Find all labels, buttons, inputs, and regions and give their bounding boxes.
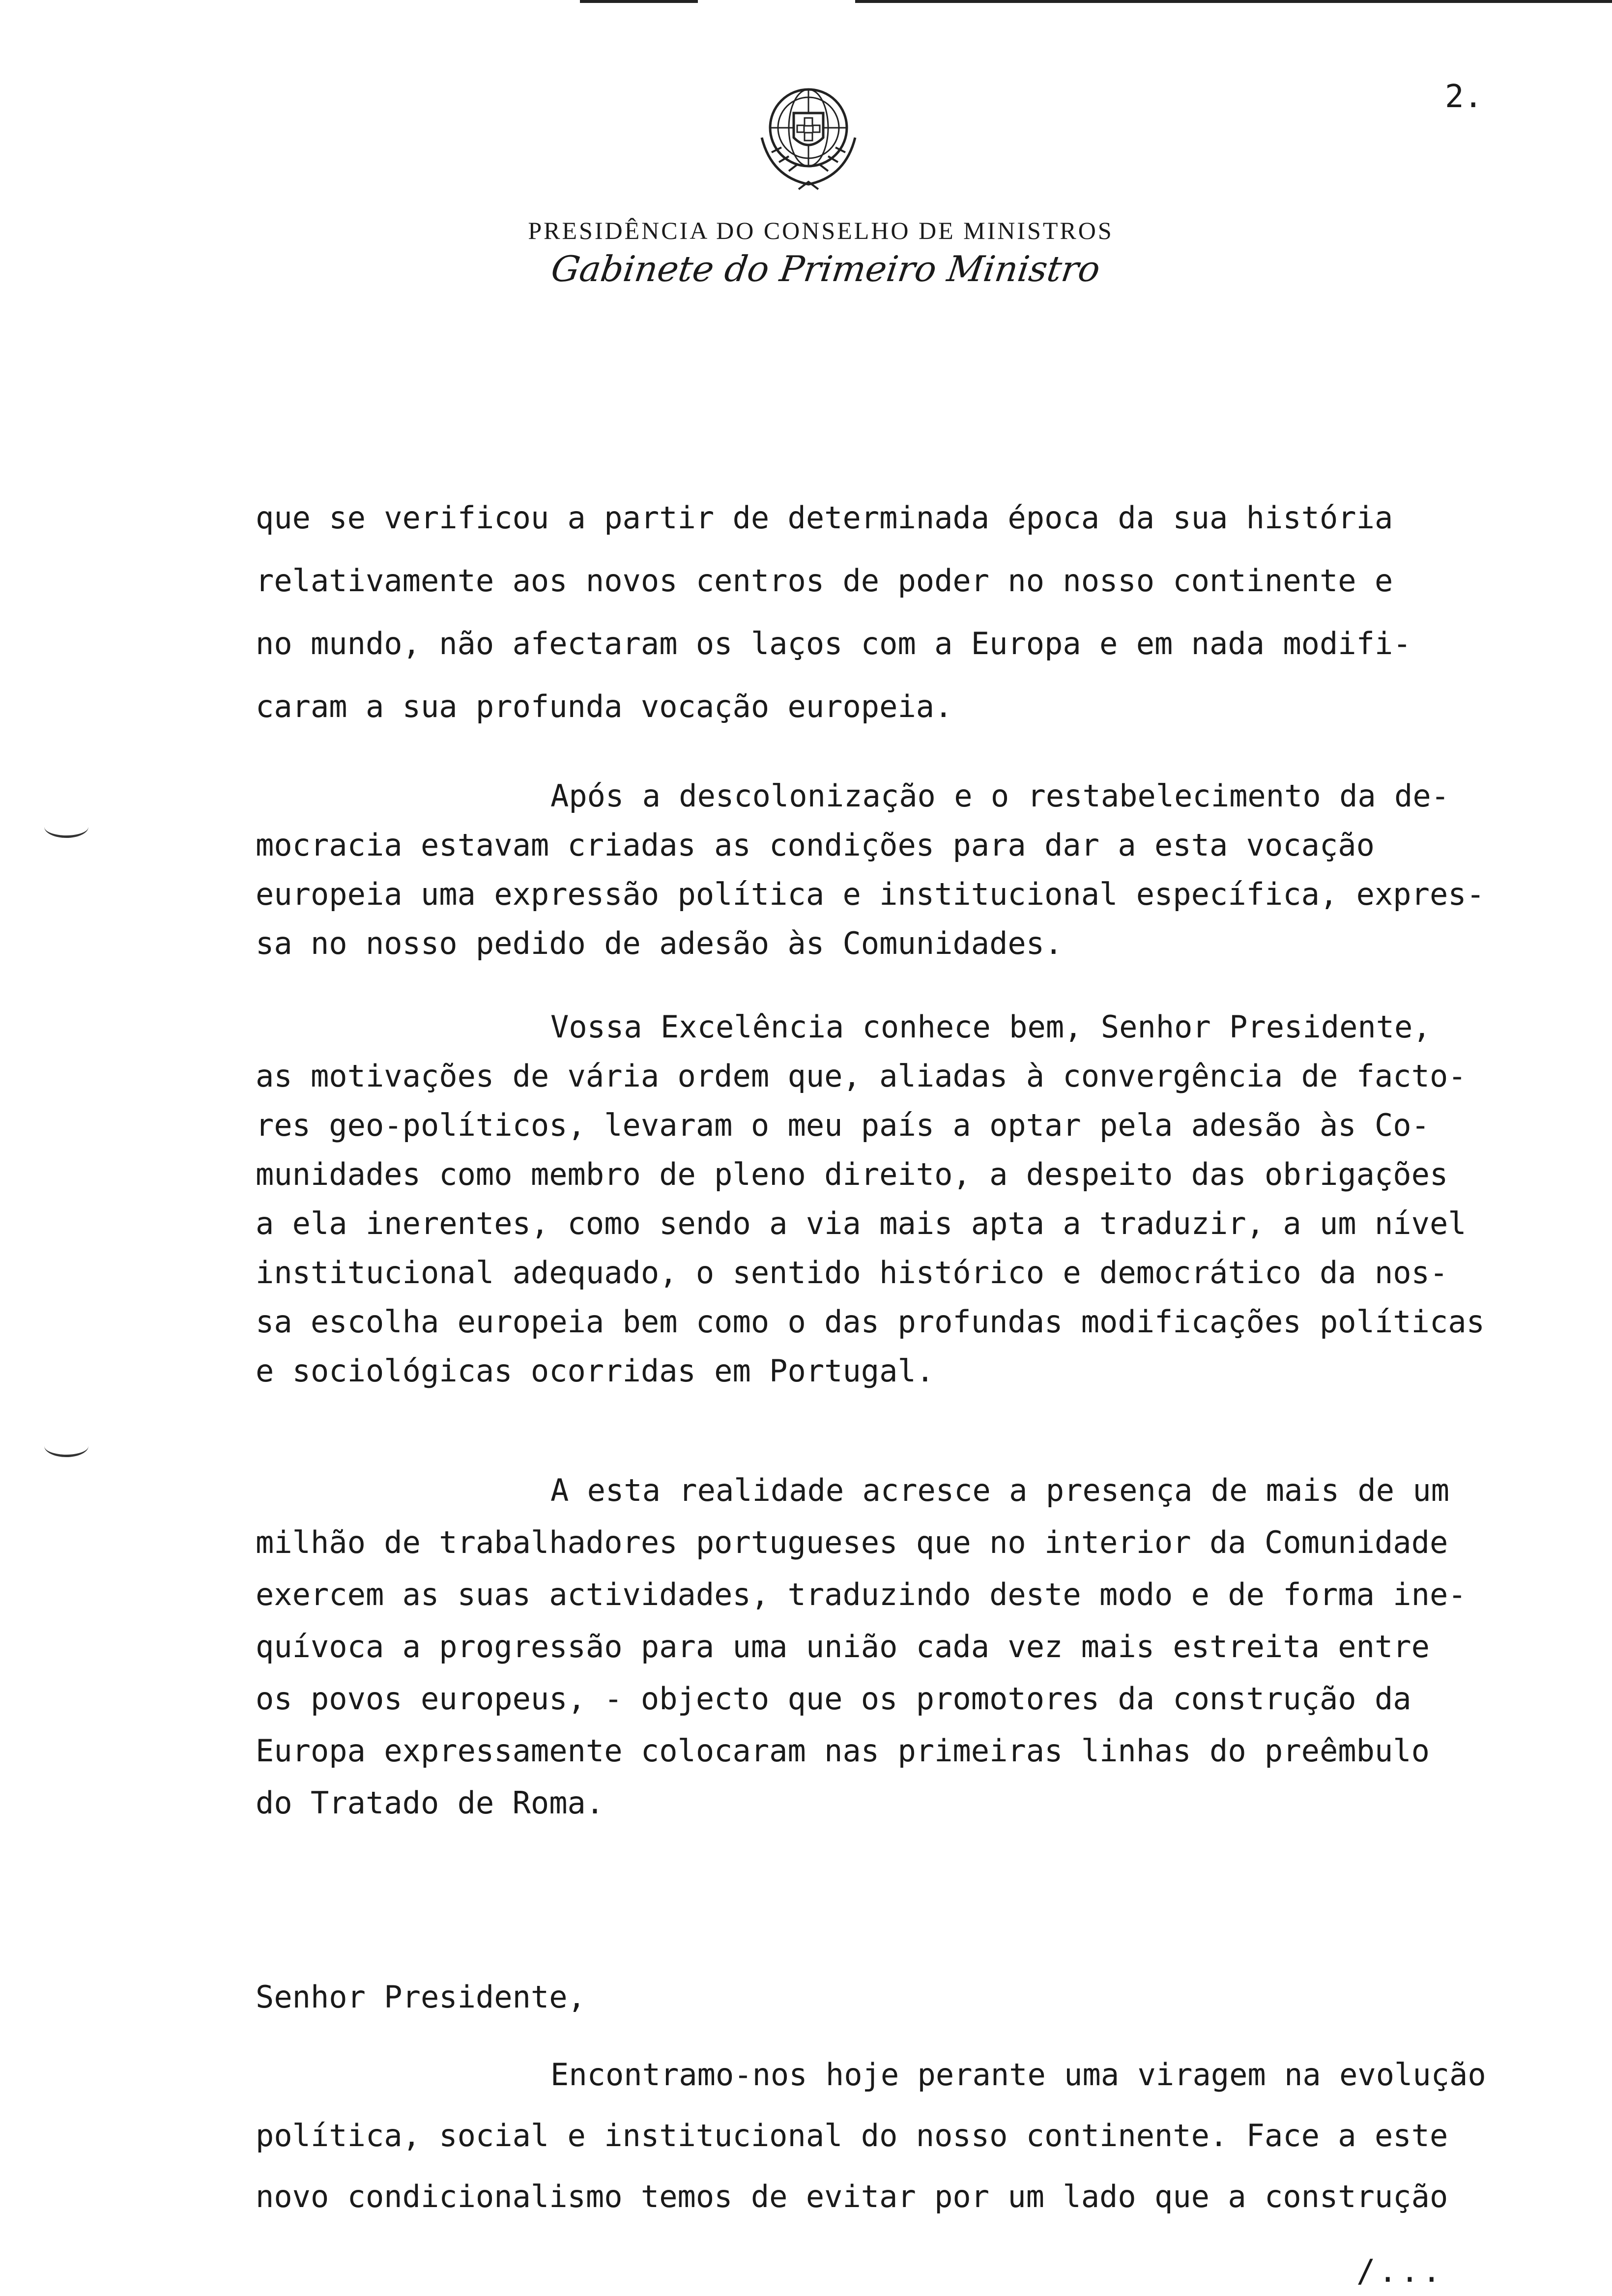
text-line: sa escolha europeia bem como o das profundas modificações políticas xyxy=(256,1304,1485,1340)
page-number: 2. xyxy=(1445,79,1483,115)
text-line: a ela inerentes, como sendo a via mais apta a traduzir, a um nível xyxy=(256,1205,1467,1241)
paragraph-2 xyxy=(256,772,1583,968)
text-line: Após a descolonização e o restabelecimento da de- xyxy=(550,778,1450,814)
paragraph-4 xyxy=(256,1464,1583,1829)
margin-mark xyxy=(44,816,88,838)
top-rule-right xyxy=(855,0,1612,3)
salutation xyxy=(256,1966,1583,2029)
paragraph-5 xyxy=(256,2044,1583,2227)
text-line: A esta realidade acresce a presença de mais de um xyxy=(550,1472,1450,1508)
text-line: Vossa Excelência conhece bem, Senhor Presidente, xyxy=(550,1009,1431,1045)
paragraph-1 xyxy=(256,487,1583,738)
portuguese-coat-of-arms-icon xyxy=(742,79,875,201)
top-rule-left xyxy=(580,0,698,3)
margin-mark xyxy=(44,1435,88,1457)
text-line: res geo-políticos, levaram o meu país a optar pela adesão às Co- xyxy=(256,1107,1430,1143)
text-line: mocracia estavam criadas as condições para dar a esta vocação xyxy=(256,827,1375,863)
text-line: sa no nosso pedido de adesão às Comunidades. xyxy=(256,925,1063,961)
paragraph-3 xyxy=(256,1003,1583,1396)
text-line: novo condicionalismo temos de evitar por um lado que a construção xyxy=(256,2179,1448,2214)
institution-name: PRESIDÊNCIA DO CONSELHO DE MINISTROS xyxy=(528,217,1114,244)
text-line: e sociológicas ocorridas em Portugal. xyxy=(256,1353,935,1389)
text-line: que se verificou a partir de determinada época da sua história xyxy=(256,500,1393,536)
text-line: munidades como membro de pleno direito, a despeito das obrigações xyxy=(256,1156,1448,1192)
continuation-mark: /... xyxy=(1356,2253,1444,2290)
text-line: no mundo, não afectaram os laços com a Europa e em nada modifi- xyxy=(256,626,1411,661)
text-line: relativamente aos novos centros de poder no nosso continente e xyxy=(256,563,1393,599)
text-line: institucional adequado, o sentido histórico e democrático da nos- xyxy=(256,1255,1448,1291)
salutation-text: Senhor Presidente, xyxy=(256,1979,586,2015)
text-line: Encontramo-nos hoje perante uma viragem na evolução xyxy=(550,2057,1486,2093)
text-line: quívoca a progressão para uma união cada vez mais estreita entre xyxy=(256,1629,1430,1665)
text-line: Europa expressamente colocaram nas primeiras linhas do preêmbulo xyxy=(256,1733,1430,1769)
text-line: milhão de trabalhadores portugueses que no interior da Comunidade xyxy=(256,1524,1448,1560)
text-line: caram a sua profunda vocação europeia. xyxy=(256,689,953,724)
text-line: europeia uma expressão política e institucional específica, expres- xyxy=(256,876,1485,912)
text-line: do Tratado de Roma. xyxy=(256,1785,604,1821)
text-line: política, social e institucional do nosso continente. Face a este xyxy=(256,2118,1448,2153)
cabinet-name: Gabinete do Primeiro Ministro xyxy=(548,248,1103,289)
text-line: os povos europeus, - objecto que os promotores da construção da xyxy=(256,1681,1411,1717)
text-line: as motivações de vária ordem que, aliadas à convergência de facto- xyxy=(256,1058,1467,1094)
text-line: exercem as suas actividades, traduzindo deste modo e de forma ine- xyxy=(256,1577,1467,1612)
